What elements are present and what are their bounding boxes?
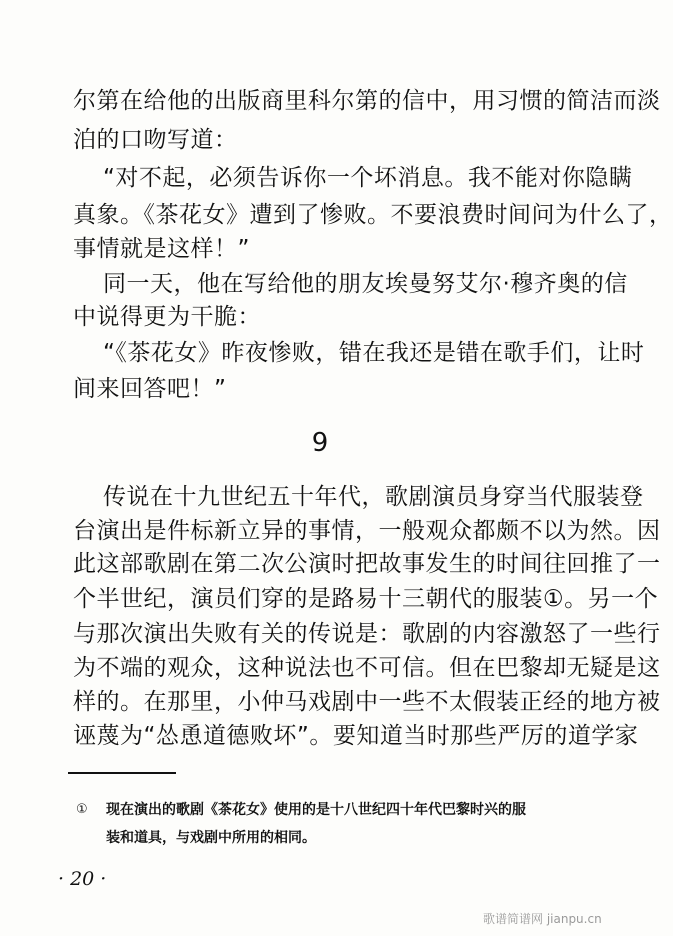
footnote-line: 现在演出的歌剧《茶花女》使用的是十八世纪四十年代巴黎时兴的服	[106, 802, 526, 818]
section-line: 台演出是件标新立异的事情，一般观众都颇不以为然。因	[73, 518, 661, 544]
paragraph-line: 同一天，他在写给他的朋友埃曼努艾尔·穆齐奥的信	[103, 271, 628, 297]
section-number: 9	[311, 428, 329, 458]
section-line: 为不端的观众，这种说法也不可信。但在巴黎却无疑是这	[73, 655, 661, 681]
page-number: · 20 ·	[58, 868, 107, 890]
quote-line: 间来回答吧！”	[73, 376, 227, 402]
footnote-mark: ①	[76, 802, 88, 817]
section-line: 个半世纪，演员们穿的是路易十三朝代的服装①。另一个	[73, 586, 659, 612]
paragraph-line: 中说得更为干脆：	[73, 304, 261, 330]
section-line: 诬蔑为“怂恿道德败坏”。要知道当时那些严厉的道学家	[73, 723, 639, 749]
footnote-line: 装和道具，与戏剧中所用的相同。	[106, 830, 316, 846]
paragraph-line: 泊的口吻写道：	[73, 127, 238, 153]
quote-line: “对不起，必须告诉你一个坏消息。我不能对你隐瞒	[103, 165, 633, 191]
quote-line: “《茶花女》昨夜惨败，错在我还是错在歌手们，让时	[103, 340, 645, 366]
quote-line: 真象。《茶花女》遭到了惨败。不要浪费时间问为什么了，	[73, 202, 673, 228]
site-watermark: 歌谱简谱网 jianpu.cn	[483, 912, 602, 926]
section-line: 此这部歌剧在第二次公演时把故事发生的时间往回推了一	[73, 551, 661, 577]
paragraph-line: 尔第在给他的出版商里科尔第的信中，用习惯的简洁而淡	[73, 88, 661, 114]
section-line: 样的。在那里，小仲马戏剧中一些不太假装正经的地方被	[73, 689, 661, 715]
footnote-divider	[68, 772, 176, 774]
section-line: 传说在十九世纪五十年代，歌剧演员身穿当代服装登	[103, 484, 644, 510]
quote-line: 事情就是这样！”	[73, 236, 250, 262]
section-line: 与那次演出失败有关的传说是：歌剧的内容激怒了一些行	[73, 621, 661, 647]
